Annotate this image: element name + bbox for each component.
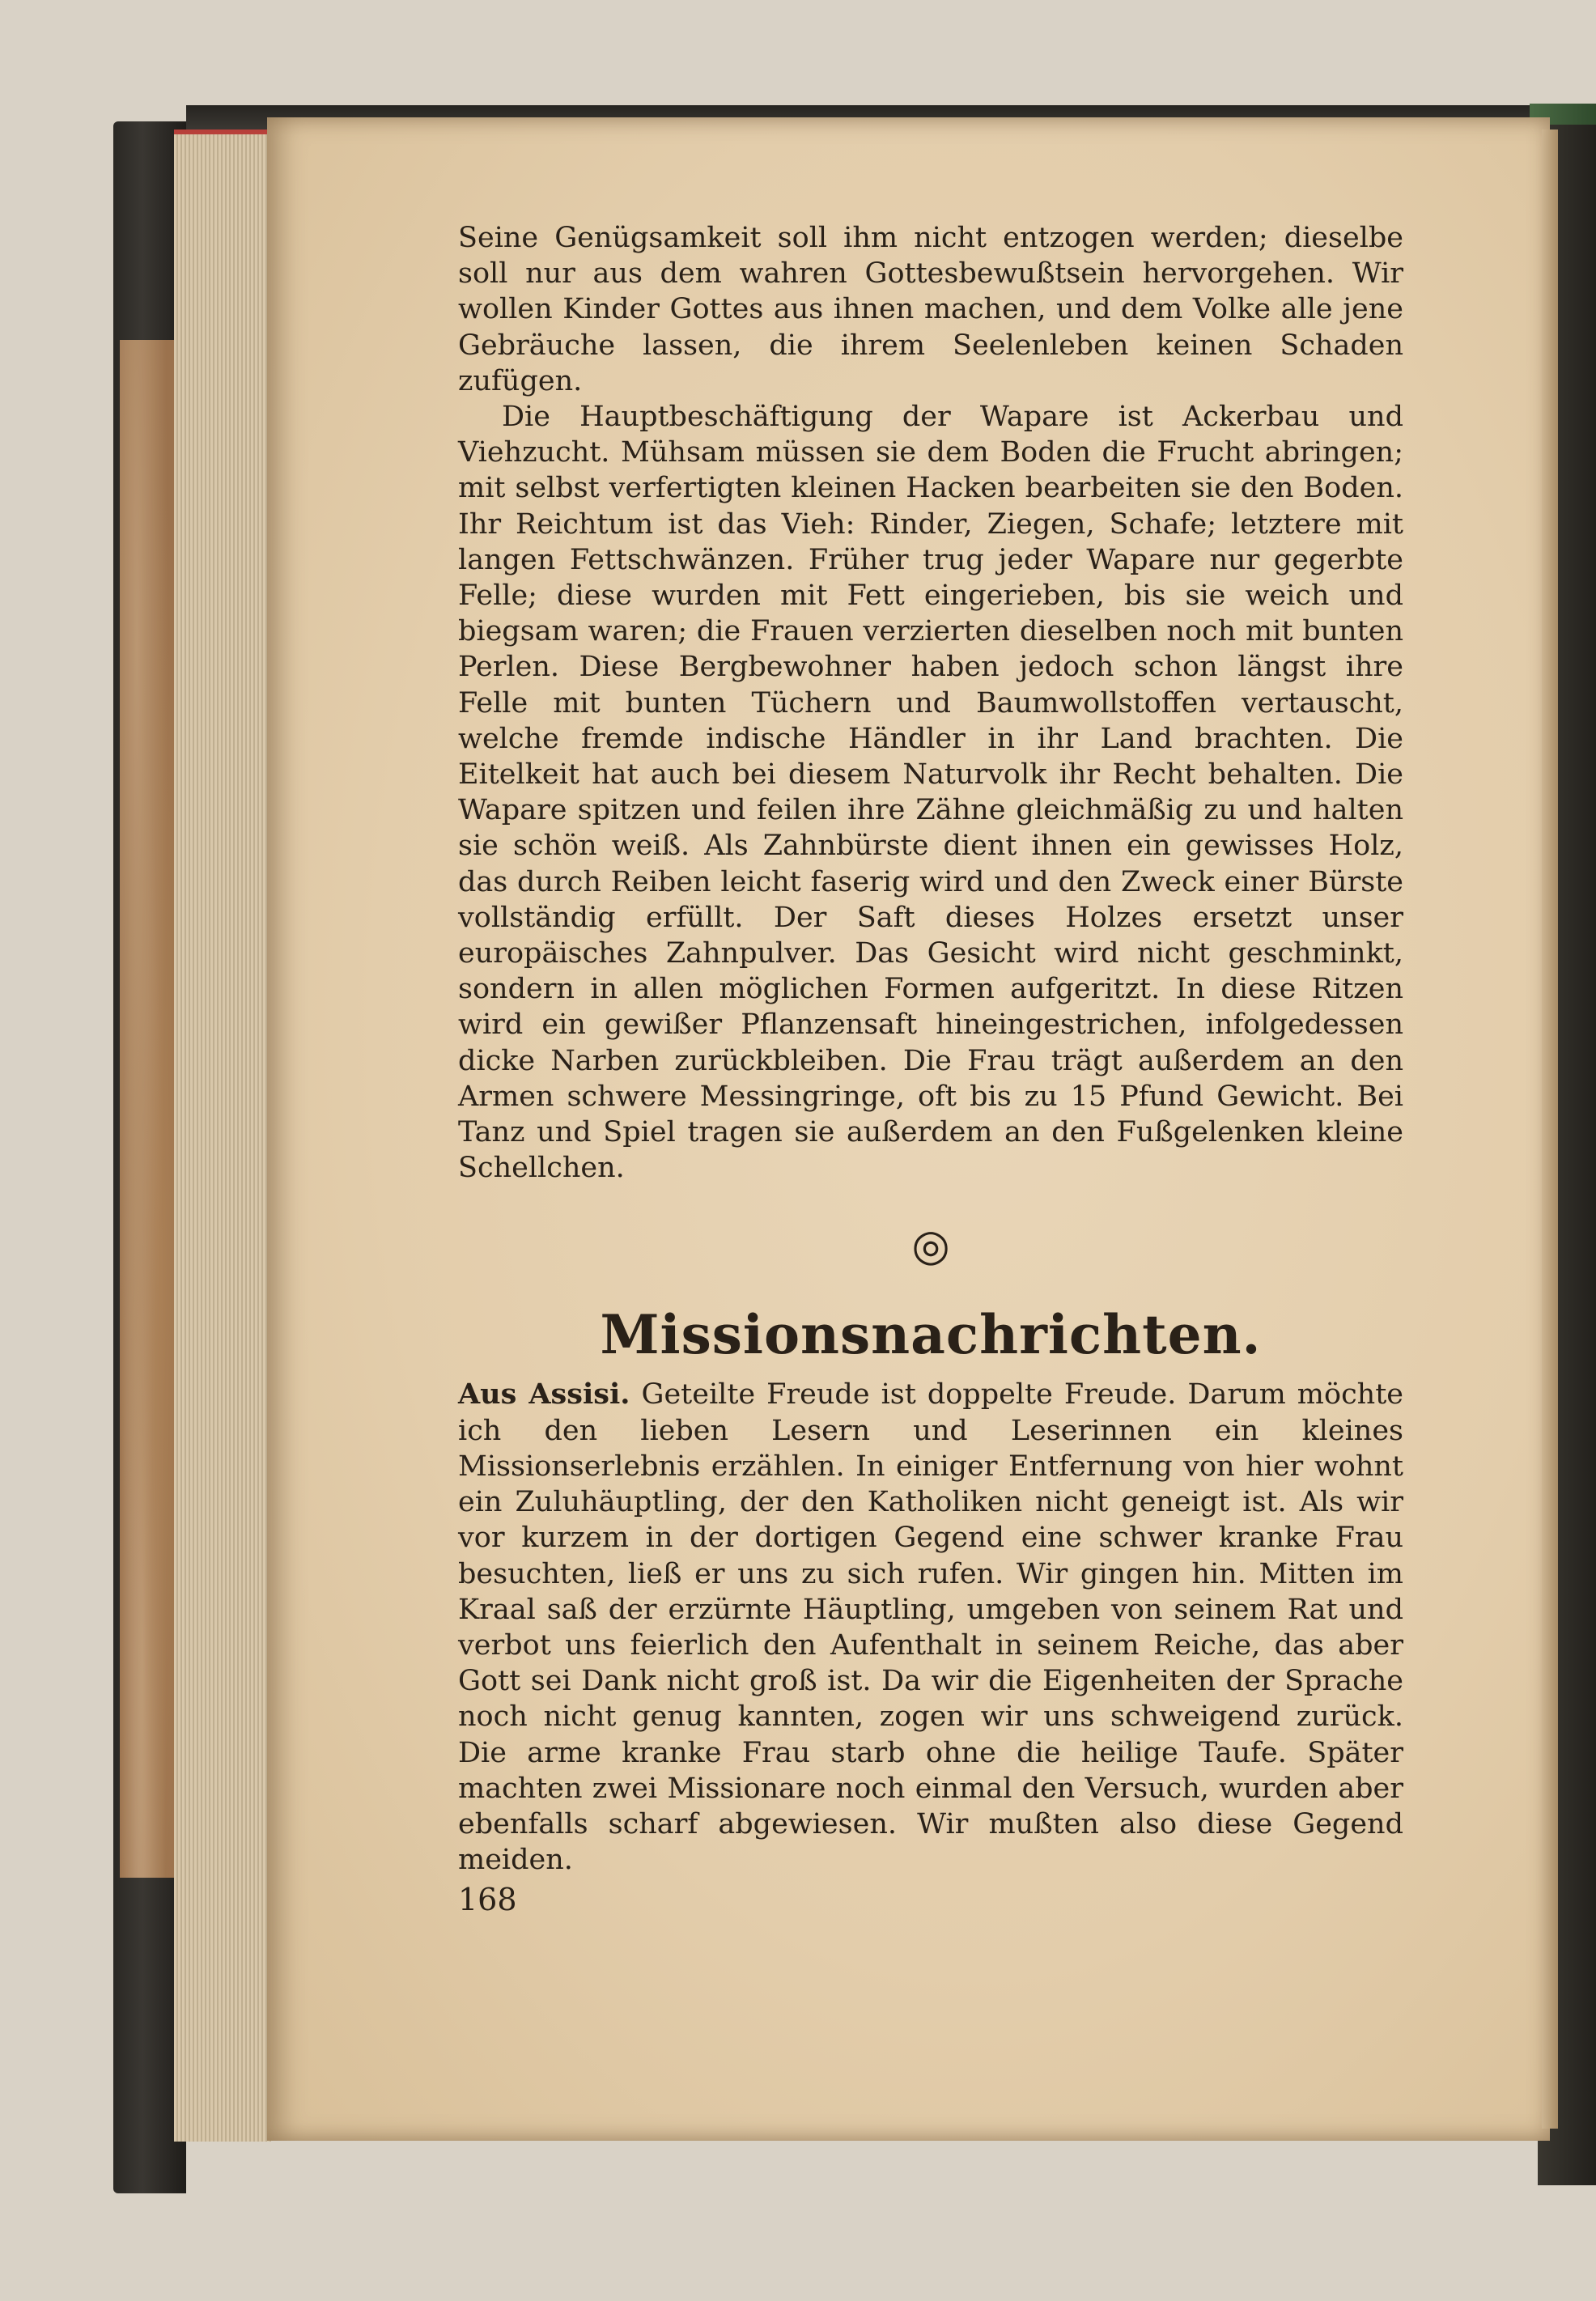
paragraph-2: Die Hauptbeschäftigung der Wapare ist Ackerbau und Viehzucht. Mühsam müssen sie dem Boden die Frucht abringen; mit selbst verfertigten kleinen Hacken bearbeiten sie den Boden. Ihr Reichtum ist das Vieh: Rinder, Ziegen, Schafe; letztere mit langen Fettschwänzen. Früher trug jeder Wapare nur gegerbte Felle; diese wurden mit Fett eingerieben, bis sie weich und biegsam waren; die Frauen verzierten dieselben noch mit bunten Perlen. Diese Bergbewohner haben jedoch schon längst ihre Felle mit bunten Tüchern und Baumwollstoffen vertauscht, welche fremde indische Händler in ihr Land brachten. Die Eitelkeit hat auch bei diesem Naturvolk ihr Recht behalten. Die Wapare spitzen und feilen ihre Zähne gleichmäßig zu und halten sie schön weiß. Als Zahnbürste dient ihnen ein gewisses Holz, das durch Reiben leicht faserig wird und den Zweck einer Bürste vollständig erfüllt. Der Saft dieses Holzes ersetzt unser europäisches Zahnpulver. Das Gesicht wird nicht geschminkt, sondern in allen möglichen Formen aufgeritzt. In diese Ritzen wird ein gewißer Pflanzensaft hineingestrichen, infolgedessen dicke Narben zurückbleiben. Die Frau trägt außerdem an den Armen schwere Messingringe, oft bis zu 15 Pfund Gewicht. Bei Tanz und Spiel tragen sie außerdem an den Fußgelenken kleine Schellchen. [458, 401, 1403, 1185]
ornament-glyph: ◎ [911, 1220, 950, 1271]
paragraph-3-lead: Aus Assisi. [458, 1378, 630, 1412]
page-number: 168 [458, 1882, 517, 1918]
book-cover-marbled-paper [120, 340, 176, 1878]
paragraph-3-body: Geteilte Freude ist doppelte Freude. Darum möchte ich den lieben Lesern und Leserinnen ein kleines Missionserlebnis erzählen. In einiger Entfernung von hier wohnt ein Zuluhäuptling, der den Katholiken nicht geneigt ist. Als wir vor kurzem in der dortigen Gegend eine schwer kranke Frau besuchten, ließ er uns zu sich rufen. Wir gingen hin. Mitten im Kraal saß der erzürnte Häuptling, umgeben von seinem Rat und verbot uns feierlich den Aufenthalt in seinem Reiche, das aber Gott sei Dank nicht groß ist. Da wir die Eigenheiten der Sprache noch nicht genug kannten, zogen wir uns schweigend zurück. Die arme kranke Frau starb ohne die heilige Taufe. Später machten zwei Missionare noch einmal den Versuch, wurden aber ebenfalls scharf abgewiesen. Wir mußten also diese Gegend meiden. [458, 1378, 1403, 1877]
paragraph-3 [458, 1377, 1403, 1878]
ornament-icon [458, 1221, 1403, 1270]
text-block [458, 220, 1403, 1918]
paragraph-1: Seine Genügsamkeit soll ihm nicht entzogen werden; dieselbe soll nur aus dem wahren Gottesbewußtsein hervorgehen. Wir wollen Kinder Gottes aus ihnen machen, und dem Volke alle jene Gebräuche lassen, die ihrem Seelenleben keinen Schaden zufügen. [458, 222, 1403, 397]
page-right-edge [1542, 129, 1558, 2129]
section-heading: Missionsnachrichten. [600, 1303, 1262, 1367]
page-stack-edge [174, 129, 271, 2142]
